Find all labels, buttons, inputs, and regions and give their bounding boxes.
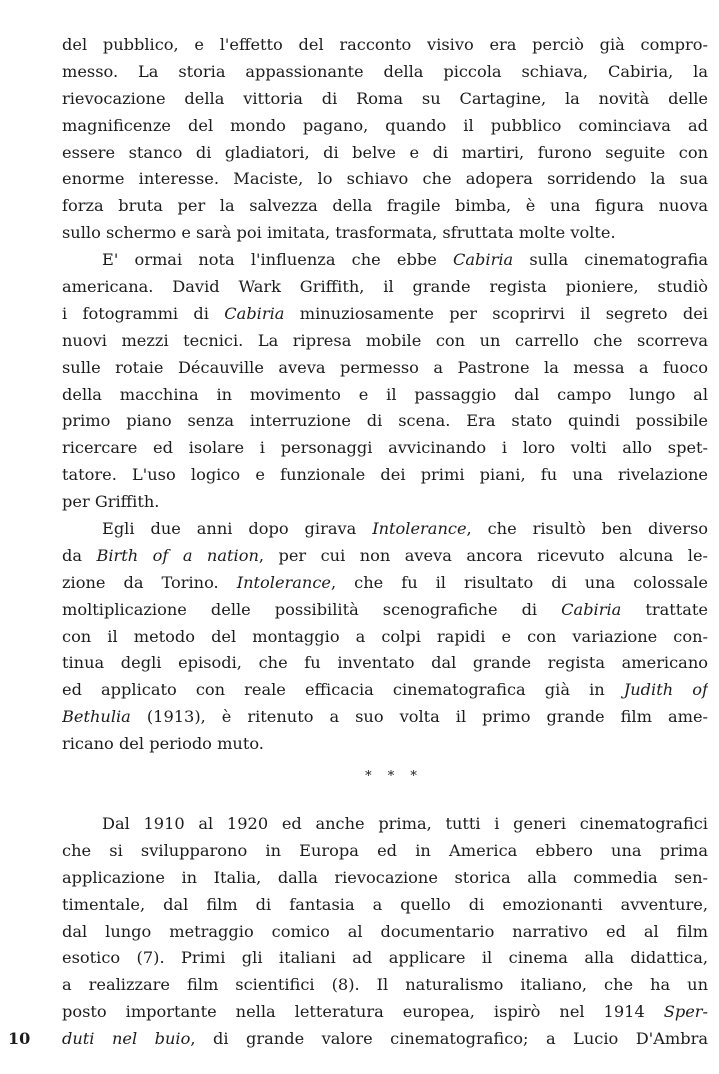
- body-text: [62, 32, 708, 1053]
- text-run: sulla cinematografia: [513, 250, 708, 270]
- text-run: del pubblico, e l'effetto del racconto visivo era perciò già compro-: [62, 35, 708, 54]
- text-run: a realizzare film scientifici (8). Il naturalismo italiano, che ha un: [62, 975, 708, 995]
- text-line: [62, 435, 708, 462]
- text-line: [62, 462, 708, 489]
- text-line: [62, 865, 708, 892]
- text-line: [62, 999, 708, 1026]
- text-line: [62, 1026, 708, 1053]
- text-run: posto importante nella letteratura europea, ispirò nel 1914: [62, 1002, 664, 1022]
- text-run: rievocazione della vittoria di Roma su Cartagine, la novità delle: [62, 88, 708, 108]
- text-run: , che risultò ben diverso: [466, 519, 708, 539]
- italic-title: Sper-: [663, 1002, 708, 1022]
- text-run: ricercare ed isolare i personaggi avvicinando i loro volti allo spet-: [62, 438, 708, 458]
- text-line: [62, 355, 708, 382]
- text-line: [62, 408, 708, 435]
- text-line: [62, 113, 708, 140]
- text-run: trattate: [621, 599, 708, 619]
- text-line: [62, 597, 708, 624]
- text-line: [62, 624, 708, 651]
- page-number: 10: [8, 1029, 31, 1048]
- text-line: [62, 193, 708, 220]
- text-line: [62, 650, 708, 677]
- text-line: [62, 838, 708, 865]
- text-run: Egli due anni dopo girava: [102, 519, 373, 539]
- text-line: [62, 382, 708, 409]
- text-run: per Griffith.: [62, 492, 160, 512]
- text-run: americana. David Wark Griffith, il grande regista pioniere, studiò: [62, 277, 708, 297]
- text-line: [62, 811, 708, 838]
- text-run: da: [62, 545, 97, 565]
- text-run: della macchina in movimento e il passaggio dal campo lungo al: [62, 384, 708, 404]
- text-run: messo. La storia appassionante della piccola schiava, Cabiria, la: [62, 61, 708, 81]
- text-run: minuziosamente per scoprirvi il segreto dei: [284, 303, 708, 323]
- italic-title: Judith of: [623, 680, 708, 700]
- italic-title: Bethulia: [62, 707, 131, 727]
- text-line: [62, 59, 708, 86]
- text-run: tatore. L'uso logico e funzionale dei primi piani, fu una rivelazione: [62, 465, 708, 485]
- text-line: [62, 86, 708, 113]
- text-run: (1913), è ritenuto a suo volta il primo grande film ame-: [130, 707, 708, 727]
- text-run: magnificenze del mondo pagano, quando il pubblico cominciava ad: [62, 115, 708, 135]
- text-run: E' ormai nota l'influenza che ebbe: [102, 250, 454, 270]
- text-run: moltiplicazione delle possibilità scenografiche di: [62, 599, 562, 619]
- text-line: [62, 570, 708, 597]
- text-run: ed applicato con reale efficacia cinematografica già in: [62, 680, 624, 700]
- text-line: [62, 32, 708, 59]
- italic-title: Intolerance: [372, 519, 467, 539]
- text-run: esotico (7). Primi gli italiani ad applicare il cinema alla didattica,: [62, 948, 708, 968]
- text-line: [62, 220, 708, 247]
- paragraph: [62, 32, 708, 247]
- italic-title: Intolerance: [236, 572, 331, 592]
- text-line: [62, 543, 708, 570]
- text-run: applicazione in Italia, dalla rievocazione storica alla commedia sen-: [62, 867, 708, 887]
- text-line: [62, 677, 708, 704]
- text-line: [62, 516, 708, 543]
- text-run: enorme interesse. Maciste, lo schiavo che adopera sorridendo la sua: [62, 169, 708, 189]
- text-run: nuovi mezzi tecnici. La ripresa mobile con un carrello che scorreva: [62, 330, 708, 350]
- text-run: i fotogrammi di: [62, 303, 225, 323]
- text-line: [62, 945, 708, 972]
- text-run: sulle rotaie Décauville aveva permesso a Pastrone la messa a fuoco: [62, 357, 708, 377]
- text-line: [62, 919, 708, 946]
- text-run: che si svilupparono in Europa ed in America ebbero una prima: [62, 840, 708, 860]
- text-run: ricano del periodo muto.: [62, 734, 264, 754]
- paragraph: [62, 247, 708, 516]
- text-line: [62, 166, 708, 193]
- text-run: tinua degli episodi, che fu inventato dal grande regista americano: [62, 653, 708, 673]
- text-line: [62, 489, 708, 516]
- text-run: , di grande valore cinematografico; a Lucio D'Ambra: [190, 1029, 708, 1049]
- text-run: , che fu il risultato di una colossale: [331, 572, 708, 592]
- text-run: , per cui non aveva ancora ricevuto alcuna le-: [258, 545, 708, 565]
- text-line: [62, 301, 708, 328]
- italic-title: duti nel buio: [62, 1029, 191, 1049]
- text-run: Dal 1910 al 1920 ed anche prima, tutti i generi cinematografici: [102, 813, 708, 833]
- text-run: essere stanco di gladiatori, di belve e di martiri, furono seguite con: [62, 142, 708, 162]
- italic-title: Cabiria: [561, 599, 622, 619]
- text-line: [62, 274, 708, 301]
- paragraph: [62, 811, 708, 1053]
- text-run: forza bruta per la salvezza della fragile bimba, è una figura nuova: [62, 196, 708, 216]
- text-line: [62, 704, 708, 731]
- text-line: [62, 892, 708, 919]
- text-run: timentale, dal film di fantasia a quello di emozionanti avventure,: [62, 894, 708, 914]
- text-run: sullo schermo e sarà poi imitata, trasformata, sfruttata molte volte.: [62, 223, 616, 243]
- section-separator: * * *: [365, 769, 423, 785]
- italic-title: Cabiria: [453, 250, 514, 270]
- text-run: con il metodo del montaggio a colpi rapidi e con variazione con-: [62, 626, 708, 646]
- text-run: zione da Torino.: [62, 572, 237, 592]
- text-run: dal lungo metraggio comico al documentario narrativo ed al film: [62, 921, 708, 941]
- text-line: [62, 972, 708, 999]
- italic-title: Cabiria: [224, 303, 285, 323]
- italic-title: Birth of a nation: [96, 545, 259, 565]
- text-line: [62, 140, 708, 167]
- text-run: primo piano senza interruzione di scena. Era stato quindi possibile: [62, 411, 708, 431]
- paragraph: [62, 516, 708, 758]
- text-line: [62, 247, 708, 274]
- text-line: [62, 731, 708, 758]
- text-line: [62, 328, 708, 355]
